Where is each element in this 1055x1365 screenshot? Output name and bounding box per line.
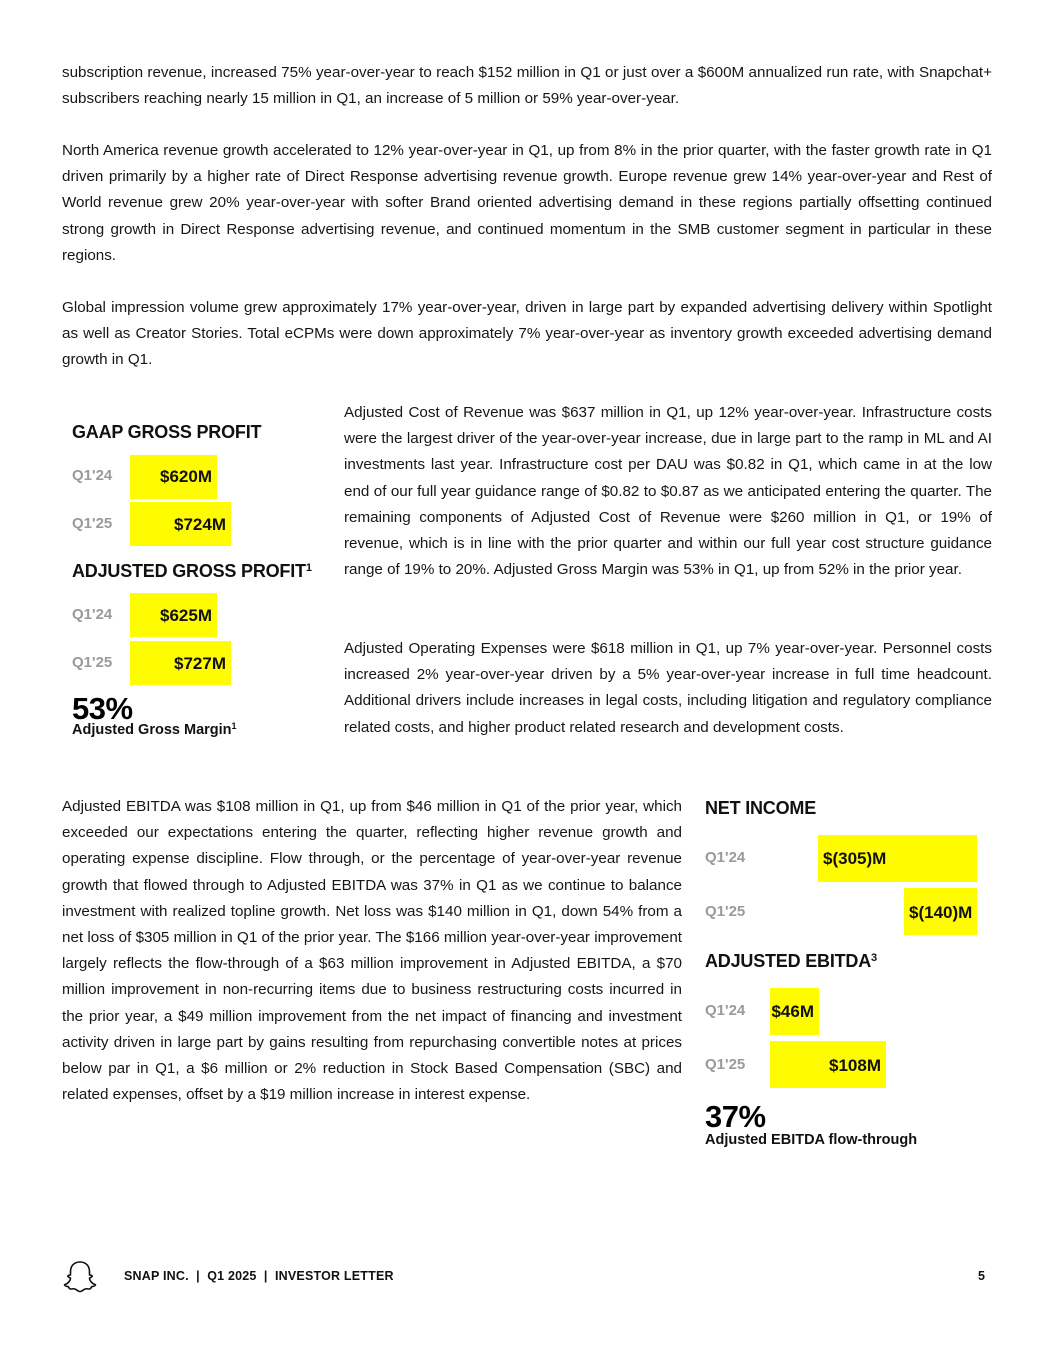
bar-value-label: $46M xyxy=(771,1002,814,1021)
bar-value-label: $727M xyxy=(174,654,226,673)
bar-value-label: $(140)M xyxy=(909,903,973,922)
adjusted-ebitda-title: ADJUSTED EBITDA$^3$ xyxy=(705,951,877,971)
cost-of-revenue-paragraph: Adjusted Cost of Revenue was $637 million in Q1, up 12% year-over-year. Infrastructure costs were the largest driver of the year-over-year increase, due in large part to the ramp in ML and AI investments last year. Infrastructure cost per DAU was $0.82 in Q1, which came in at the low end of our full year guidance range of $0.82 to $0.87 as we anticipated entering the quarter. The remaining components of Adjusted Cost of Revenue were $260 million in Q1, or 19% of revenue, which is in line with the prior quarter and within our full year cost structure guidance range of 19% to 20%. Adjusted Gross Margin was 53% in Q1, up from 52% in the prior year. xyxy=(344,404,992,579)
bar-value-label: $(305)M xyxy=(823,849,887,868)
subscription-paragraph: subscription revenue, increased 75% year-over-year to reach $152 million in Q1 or just over a $600M annualized run rate, with Snapchat+ subscribers reaching nearly 15 million in Q1, an increase of 5 million or 59% year-over-year. xyxy=(62,64,992,108)
chart-row-label: Q1'24 xyxy=(72,467,113,484)
chart-row-label: Q1'24 xyxy=(705,1002,746,1019)
bar-value-label: $620M xyxy=(160,467,212,486)
ebitda-flow-through-caption: Adjusted EBITDA flow-through xyxy=(705,1132,918,1148)
bar-value-label: $625M xyxy=(160,606,212,625)
chart-row-label: Q1'24 xyxy=(705,849,746,866)
ebitda-flow-through-value: 37% xyxy=(705,1099,766,1134)
chart-row-label: Q1'24 xyxy=(72,606,113,623)
bar-value-label: $724M xyxy=(174,515,226,534)
operating-expenses-paragraph: Adjusted Operating Expenses were $618 million in Q1, up 7% year-over-year. Personnel costs increased 2% year-over-year driven by a 5% year-over-year increase in full time headcount. Additional drivers include increases in legal costs, including litigation and regulatory compliance related costs, and higher product related research and development costs. xyxy=(344,640,992,736)
adjusted-gross-profit-title: ADJUSTED GROSS PROFIT$^1$ xyxy=(72,561,312,581)
chart-row-label: Q1'25 xyxy=(72,515,113,532)
chart-row-label: Q1'25 xyxy=(705,903,746,920)
gaap-gross-profit-title: GAAP GROSS PROFIT xyxy=(72,422,262,442)
net-income-title: NET INCOME xyxy=(705,798,817,818)
bar-value-label: $108M xyxy=(829,1056,881,1075)
impressions-paragraph: Global impression volume grew approximately 17% year-over-year, driven in large part by expanded advertising delivery within Spotlight as well as Creator Stories. Total eCPMs were down approximately 7% year-over-year as inventory growth exceeded advertising demand growth in Q1. xyxy=(62,299,992,369)
page-number: 5 xyxy=(978,1269,985,1283)
north-america-paragraph: North America revenue growth accelerated to 12% year-over-year in Q1, up from 8% in the prior quarter, with the faster growth rate in Q1 driven primarily by a higher rate of Direct Response advertising revenue growth. Europe revenue grew 14% year-over-year and Rest of World revenue grew 20% year-over-year with softer Brand oriented advertising demand in these regions partially offsetting continued strong growth in Direct Response advertising revenue, and continued momentum in the SMB customer segment in particular in these regions. xyxy=(62,142,992,264)
gross-margin-value: 53% xyxy=(72,691,133,726)
chart-row-label: Q1'25 xyxy=(72,654,113,671)
ebitda-paragraph: Adjusted EBITDA was $108 million in Q1, up from $46 million in Q1 of the prior year, which exceeded our expectations entering the quarter, reflecting higher revenue growth and operating expense discipline. Flow through, or the percentage of year-over-year revenue growth that flowed through to Adjusted EBITDA was 37% in Q1 as we continue to balance investment with realized topline growth. Net loss was $140 million in Q1, down 54% from a net loss of $305 million in Q1 of the prior year. The $166 million year-over-year improvement largely reflects the flow-through of a $63 million improvement in Adjusted EBITDA, a $70 million improvement in non-recurring items due to business restructuring costs incurred in the prior year, a $49 million improvement from the net impact of financing and investment activity driven in large part by gains resulting from repurchasing convertible notes at prices below par in Q1, a $6 million or 2% reduction in Stock Based Compensation (SBC) and related expenses, offset by a $19 million increase in interest expense. xyxy=(62,798,682,1104)
chart-row-label: Q1'25 xyxy=(705,1056,746,1073)
gross-margin-caption: Adjusted Gross Margin$^1$ xyxy=(72,721,237,738)
footer-document-label: SNAP INC. | Q1 2025 | INVESTOR LETTER xyxy=(124,1269,394,1283)
snapchat-ghost-icon xyxy=(62,1259,98,1295)
